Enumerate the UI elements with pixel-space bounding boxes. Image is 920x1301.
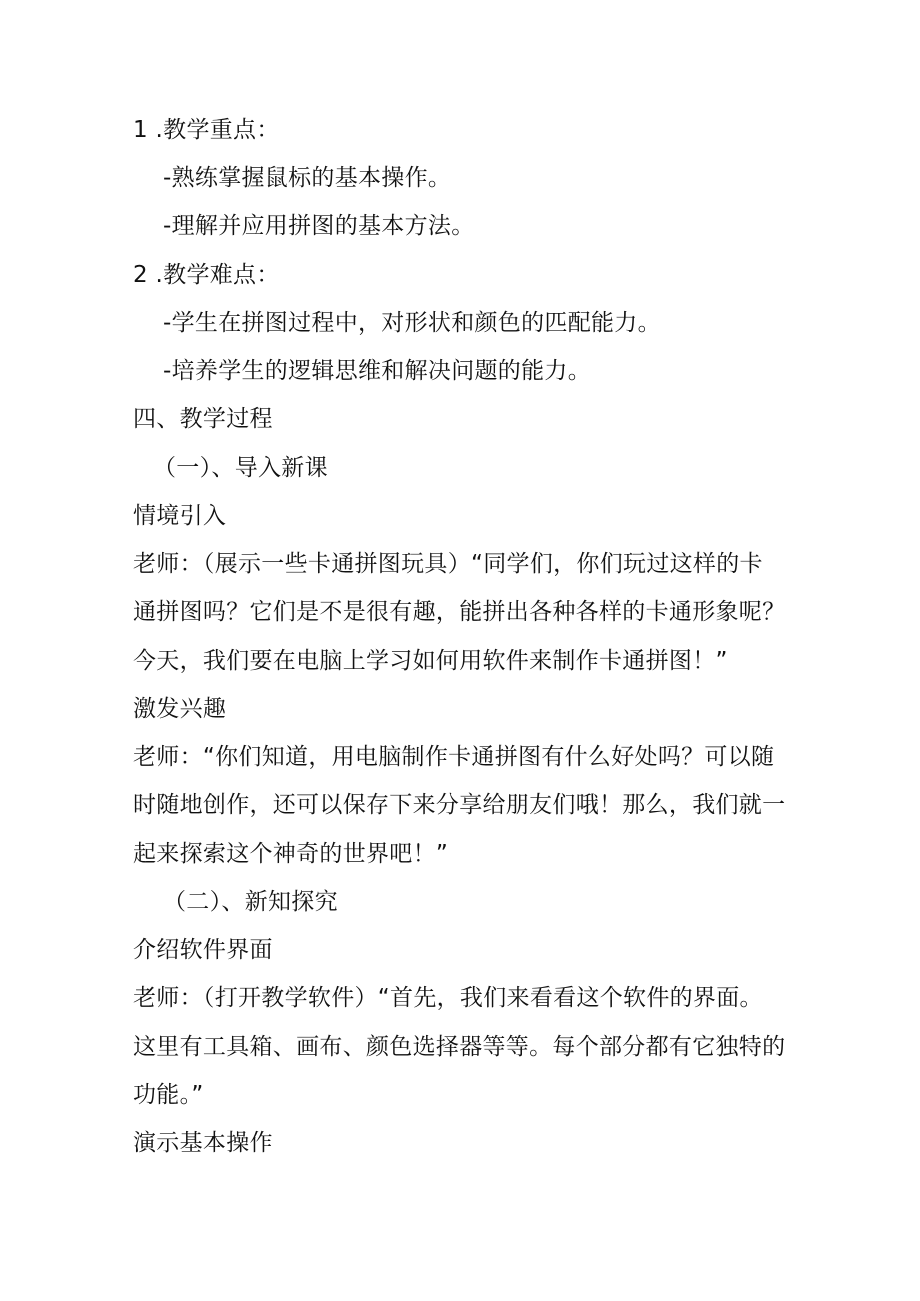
key-points-heading: 1 .教学重点： [133,117,280,143]
paragraph-line: 这里有工具箱、画布、颜色选择器等等。每个部分都有它独特的 [133,1034,786,1060]
section-heading: 四、教学过程 [133,406,273,432]
subsection-heading: （二）、新知探究 [163,889,338,915]
paragraph-line: 通拼图吗？它们是不是很有趣，能拼出各种各样的卡通形象呢？ [133,599,786,625]
subsection-heading: （一）、导入新课 [153,455,328,481]
paragraph-line: 功能。” [133,1082,204,1108]
difficulty-item: -培养学生的逻辑思维和解决问题的能力。 [163,358,591,384]
paragraph-line: 老师：（打开教学软件）“首先，我们来看看这个软件的界面。 [133,985,763,1011]
difficulty-item: -学生在拼图过程中，对形状和颜色的匹配能力。 [163,310,661,336]
topic-label: 激发兴趣 [133,696,227,722]
paragraph-line: 老师：“你们知道，用电脑制作卡通拼图有什么好处吗？可以随 [133,744,775,770]
paragraph-line: 今天，我们要在电脑上学习如何用软件来制作卡通拼图！” [133,648,728,674]
topic-label: 演示基本操作 [133,1130,273,1156]
topic-label: 情境引入 [133,503,227,529]
key-point-item: -熟练掌握鼠标的基本操作。 [163,165,452,191]
paragraph-line: 起来探索这个神奇的世界吧！” [133,841,449,867]
paragraph-line: 老师：（展示一些卡通拼图玩具）“同学们，你们玩过这样的卡 [133,551,763,577]
difficulties-heading: 2 .教学难点： [133,262,280,288]
topic-label: 介绍软件界面 [133,937,273,963]
key-point-item: -理解并应用拼图的基本方法。 [163,213,475,239]
paragraph-line: 时随地创作，还可以保存下来分享给朋友们哦！那么，我们就一 [133,792,786,818]
